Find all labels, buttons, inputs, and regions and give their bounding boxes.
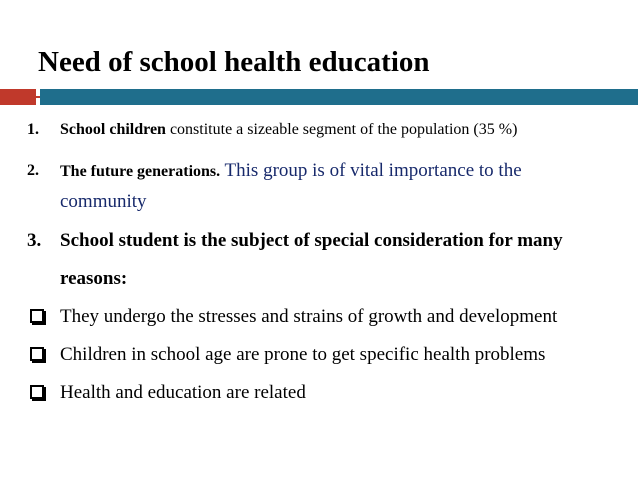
bullet-text: Children in school age are prone to get specific health problems <box>60 344 546 365</box>
bullet-item <box>27 298 627 336</box>
checkbox-bullet-icon <box>30 385 44 399</box>
bullet-text: They undergo the stresses and strains of growth and development <box>60 306 558 327</box>
numbered-item-2 <box>27 156 627 187</box>
slide-content <box>27 118 627 412</box>
numbered-item-1 <box>27 118 627 142</box>
title-accent-bar-red <box>0 89 36 105</box>
bullet-item <box>27 336 627 374</box>
item-text: This group is of vital importance to the <box>220 160 522 181</box>
item-number: 1. <box>27 121 39 138</box>
item-bold-text: The future generations. <box>60 163 221 180</box>
item-number: 2. <box>27 162 39 179</box>
checkbox-bullet-icon <box>30 347 44 361</box>
item-text-continued: reasons: <box>60 268 128 289</box>
title-accent-bar-blue <box>40 89 638 105</box>
numbered-item-2-continuation <box>27 187 627 217</box>
bullet-text: Health and education are related <box>60 382 306 403</box>
bullet-item <box>27 374 627 412</box>
item-number: 3. <box>27 230 42 251</box>
checkbox-bullet-icon <box>30 309 44 323</box>
slide-title: Need of school health education <box>38 46 430 78</box>
numbered-item-3-continuation <box>27 260 627 298</box>
item-text: School student is the subject of special consideration for many <box>60 230 563 251</box>
item-text-continued: community <box>60 191 147 212</box>
numbered-item-3 <box>27 222 627 260</box>
item-bold-text: School children <box>60 121 166 138</box>
item-text: constitute a sizeable segment of the population (35 %) <box>165 121 518 138</box>
